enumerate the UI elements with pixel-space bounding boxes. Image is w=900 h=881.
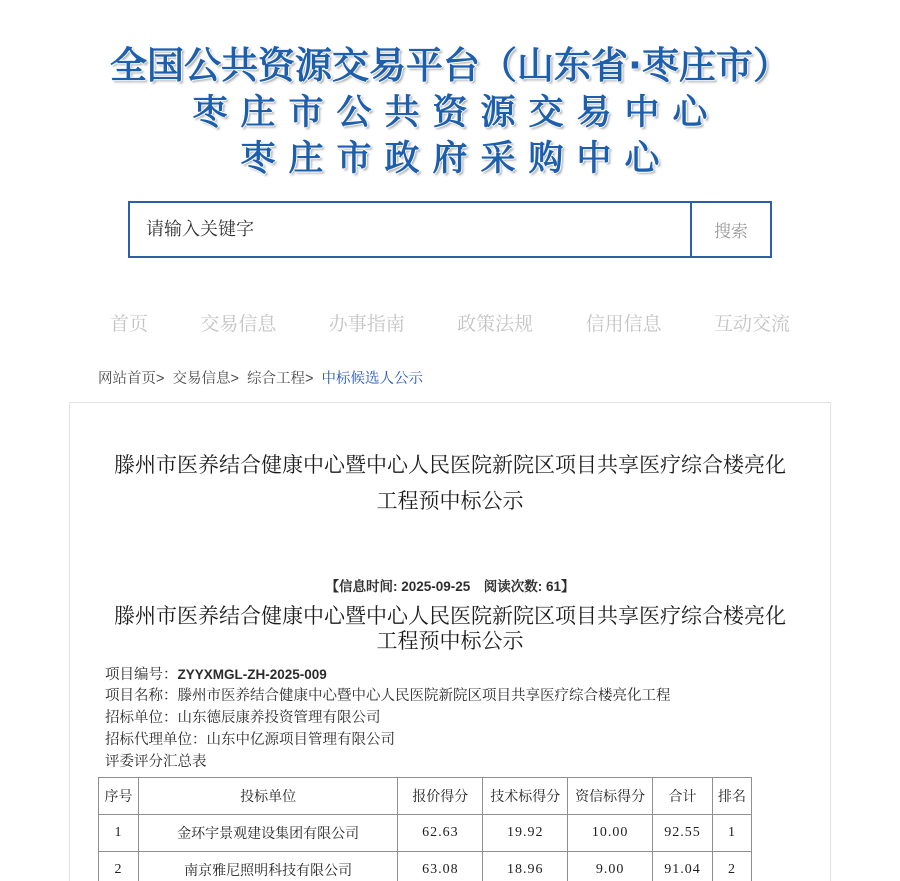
cell-rank: 2 xyxy=(713,852,752,881)
column-header-credit: 资信标得分 xyxy=(568,778,653,815)
content-panel xyxy=(69,402,831,881)
column-header-no: 序号 xyxy=(99,778,139,815)
cell-price: 62.63 xyxy=(398,815,483,852)
column-header-rank: 排名 xyxy=(713,778,752,815)
nav-item-interaction[interactable]: 互动交流 xyxy=(713,314,790,335)
score-table xyxy=(98,777,752,881)
cell-no: 1 xyxy=(99,815,139,852)
cell-price: 63.08 xyxy=(398,852,483,881)
breadcrumb-item-project[interactable]: 综合工程 xyxy=(247,371,305,387)
cell-unit: 金环宇景观建设集团有限公司 xyxy=(138,815,397,852)
nav-item-trade-info[interactable]: 交易信息 xyxy=(200,314,277,335)
nav-item-home[interactable]: 首页 xyxy=(110,314,149,335)
breadcrumb xyxy=(98,367,900,388)
main-navigation[interactable] xyxy=(80,309,820,336)
breadcrumb-item-trade[interactable]: 交易信息 xyxy=(172,371,231,387)
cell-credit: 10.00 xyxy=(568,815,653,852)
field-value: 山东德辰康养投资管理有限公司 xyxy=(177,710,381,727)
banner-title-procurement-center: 枣庄市政府采购中心 xyxy=(240,139,673,179)
table-row xyxy=(99,815,752,852)
breadcrumb-separator: > xyxy=(230,371,239,387)
banner-title-exchange-center: 枣庄市公共资源交易中心 xyxy=(192,93,721,133)
page-title: 滕州市医养结合健康中心暨中心人民医院新院区项目共享医疗综合楼亮化工程预中标公示 xyxy=(114,453,786,514)
column-header-tech: 技术标得分 xyxy=(483,778,568,815)
search-bar[interactable] xyxy=(128,201,772,258)
column-header-total: 合计 xyxy=(653,778,713,815)
document-fields xyxy=(92,665,808,774)
document-meta: 【信息时间: 2025-09-25 阅读次数: 61】 xyxy=(325,579,575,595)
cell-tech: 19.92 xyxy=(483,815,568,852)
field-label: 招标代理单位： xyxy=(105,731,207,748)
field-tender-unit xyxy=(105,708,808,730)
field-value: 山东中亿源项目管理有限公司 xyxy=(206,731,395,748)
cell-total: 92.55 xyxy=(653,815,713,852)
cell-unit: 南京雅尼照明科技有限公司 xyxy=(138,852,397,881)
cell-no: 2 xyxy=(99,852,139,881)
field-value: 滕州市医养结合健康中心暨中心人民医院新院区项目共享医疗综合楼亮化工程 xyxy=(177,688,671,705)
breadcrumb-separator: > xyxy=(305,371,314,387)
breadcrumb-item-current[interactable]: 中标候选人公示 xyxy=(321,371,423,387)
cell-credit: 9.00 xyxy=(568,852,653,881)
table-head xyxy=(99,778,752,815)
field-agent-unit xyxy=(105,730,808,752)
field-project-code xyxy=(105,665,808,687)
nav-item-policy[interactable]: 政策法规 xyxy=(457,314,534,335)
field-value: ZYYXMGL-ZH-2025-009 xyxy=(177,666,327,682)
column-header-price: 报价得分 xyxy=(398,778,483,815)
column-header-unit: 投标单位 xyxy=(138,778,397,815)
breadcrumb-separator: > xyxy=(156,371,165,387)
nav-item-credit[interactable]: 信用信息 xyxy=(585,314,662,335)
cell-tech: 18.96 xyxy=(483,852,568,881)
field-project-name xyxy=(105,686,808,708)
table-body xyxy=(99,815,752,881)
field-label: 项目名称： xyxy=(105,688,178,705)
breadcrumb-item-home[interactable]: 网站首页 xyxy=(98,371,156,387)
banner-title-platform: 全国公共资源交易平台（山东省·枣庄市） xyxy=(109,44,791,87)
table-caption: 评委评分汇总表 xyxy=(105,753,207,770)
site-banner xyxy=(0,0,900,177)
nav-item-guide[interactable]: 办事指南 xyxy=(328,314,405,335)
field-label: 招标单位： xyxy=(105,710,178,727)
cell-rank: 1 xyxy=(713,815,752,852)
search-button[interactable]: 搜索 xyxy=(692,203,770,256)
field-label: 项目编号： xyxy=(105,666,178,683)
table-header-row xyxy=(99,778,752,815)
search-input[interactable] xyxy=(130,203,692,256)
table-row xyxy=(99,852,752,881)
cell-total: 91.04 xyxy=(653,852,713,881)
document-subtitle: 滕州市医养结合健康中心暨中心人民医院新院区项目共享医疗综合楼亮化工程预中标公示 xyxy=(114,604,786,654)
